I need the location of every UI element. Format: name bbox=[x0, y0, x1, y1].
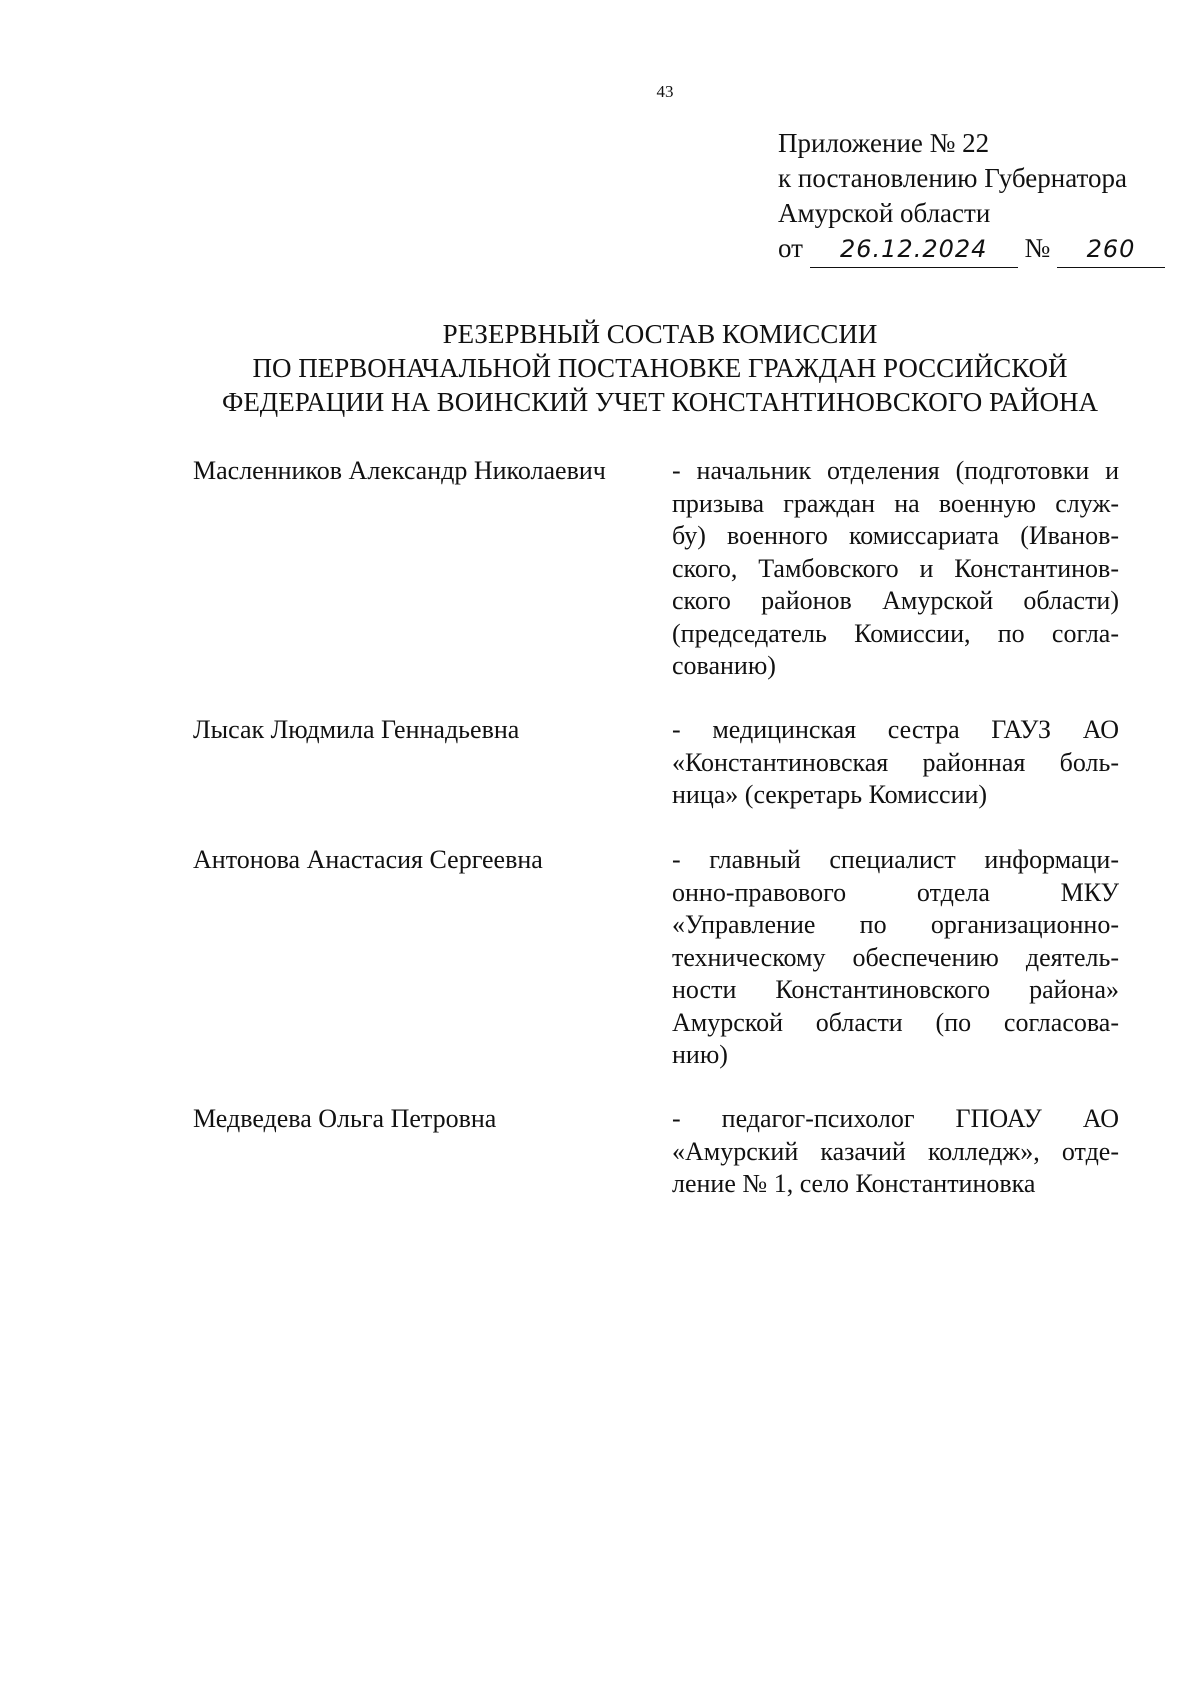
role-line: «Управление по организационно- bbox=[672, 910, 1119, 939]
title-line-2: ПО ПЕРВОНАЧАЛЬНОЙ ПОСТАНОВКЕ ГРАЖДАН РОССИЙСКОЙ bbox=[252, 353, 1068, 383]
appendix-reference: к постановлению Губернатора bbox=[778, 163, 1127, 193]
member-name: Лысак Людмила Геннадьевна bbox=[193, 715, 520, 744]
member-role bbox=[672, 714, 1119, 812]
role-line: сованию) bbox=[672, 651, 776, 680]
member-name: Масленников Александр Николаевич bbox=[193, 456, 606, 485]
role-line: - главный специалист информаци- bbox=[672, 845, 1119, 874]
role-line: «Константиновская районная боль- bbox=[672, 747, 1119, 777]
role-line: (председатель Комиссии, по согла- bbox=[672, 618, 1119, 648]
role-line: ского, Тамбовского и Константинов- bbox=[672, 553, 1119, 583]
role-line: техническому обеспечению деятель- bbox=[672, 942, 1119, 972]
role-line: - педагог-психолог ГПОАУ АО bbox=[672, 1104, 1119, 1133]
document-title bbox=[170, 317, 1150, 419]
role-line: ности Константиновского района» bbox=[672, 975, 1119, 1004]
member-name: Антонова Анастасия Сергеевна bbox=[193, 845, 543, 874]
appendix-number: Приложение № 22 bbox=[778, 128, 990, 158]
role-line: - начальник отделения (подготовки и bbox=[672, 456, 1119, 485]
role-line: Амурской области (по согласова- bbox=[672, 1007, 1119, 1037]
role-line: ского районов Амурской области) bbox=[672, 586, 1119, 615]
member-role bbox=[672, 455, 1119, 683]
role-line: призыва граждан на военную служ- bbox=[672, 488, 1119, 518]
date-prefix: от bbox=[778, 233, 803, 263]
title-line-1: РЕЗЕРВНЫЙ СОСТАВ КОМИССИИ bbox=[442, 319, 878, 349]
member-role bbox=[672, 844, 1119, 1072]
appendix-date-line bbox=[778, 231, 1165, 268]
title-line-3: ФЕДЕРАЦИИ НА ВОИНСКИЙ УЧЕТ КОНСТАНТИНОВСКОГО РАЙОНА bbox=[221, 387, 1099, 417]
member-name: Медведева Ольга Петровна bbox=[193, 1104, 497, 1133]
role-line: онно-правового отдела МКУ bbox=[672, 877, 1119, 907]
member-role bbox=[672, 1103, 1119, 1201]
role-line: нию) bbox=[672, 1040, 728, 1069]
page-number: 43 bbox=[656, 82, 674, 101]
role-line: «Амурский казачий колледж», отде- bbox=[672, 1136, 1119, 1166]
role-line: ница» (секретарь Комиссии) bbox=[672, 780, 988, 809]
appendix-region: Амурской области bbox=[778, 198, 991, 228]
role-line: - медицинская сестра ГАУЗ АО bbox=[672, 715, 1119, 744]
handwritten-number: 260 bbox=[1057, 232, 1165, 268]
handwritten-date: 26.12.2024 bbox=[810, 232, 1018, 268]
role-line: бу) военного комиссариата (Иванов- bbox=[672, 521, 1119, 550]
appendix-header bbox=[778, 126, 1165, 268]
number-prefix: № bbox=[1024, 233, 1051, 263]
role-line: ление № 1, село Константиновка bbox=[672, 1169, 1036, 1198]
